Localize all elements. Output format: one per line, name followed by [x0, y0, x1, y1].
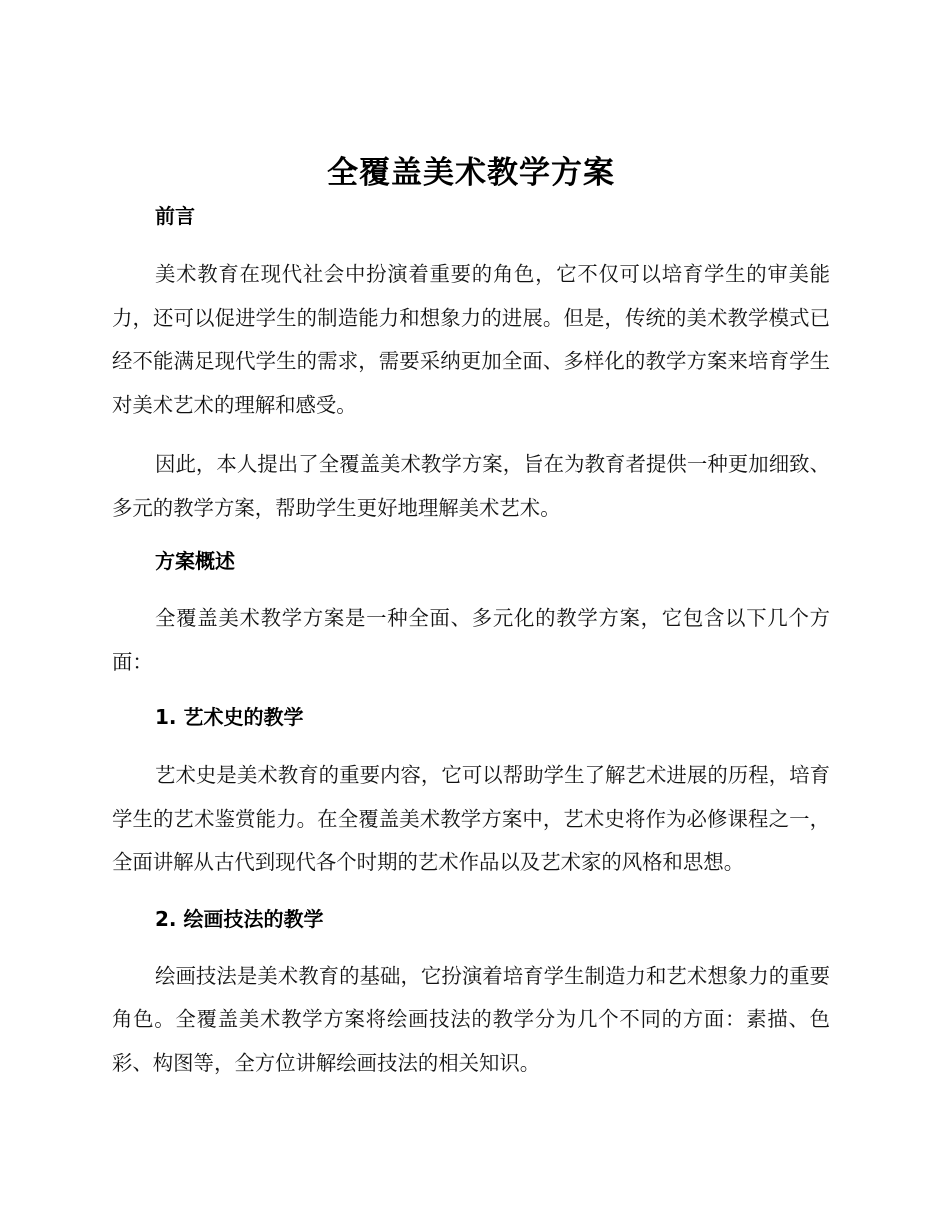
preface-paragraph: 因此，本人提出了全覆盖美术教学方案，旨在为教育者提供一种更加细致、多元的教学方案，帮助学生更好地理解美术艺术。 [112, 452, 830, 520]
document-body [112, 150, 830, 1085]
section-heading-overview: 方案概述 [155, 549, 235, 573]
document-title: 全覆盖美术教学方案 [327, 155, 615, 191]
preface-paragraph: 美术教育在现代社会中扮演着重要的角色，它不仅可以培育学生的审美能力，还可以促进学生的制造能力和想象力的进展。但是，传统的美术教学模式已经不能满足现代学生的需求，需要采纳更加全面、多样化的教学方案来培育学生对美术艺术的理解和感受。 [112, 262, 830, 417]
section-heading-preface: 前言 [155, 204, 195, 228]
section-heading-painting-techniques: 2. 绘画技法的教学 [155, 906, 324, 931]
overview-paragraph: 全覆盖美术教学方案是一种全面、多元化的教学方案，它包含以下几个方面： [112, 606, 830, 674]
art-history-paragraph: 艺术史是美术教育的重要内容，它可以帮助学生了解艺术进展的历程，培育学生的艺术鉴赏能力。在全覆盖美术教学方案中，艺术史将作为必修课程之一，全面讲解从古代到现代各个时期的艺术作品以及艺术家的风格和思想。 [112, 763, 830, 874]
section-heading-art-history: 1. 艺术史的教学 [155, 705, 304, 729]
painting-techniques-paragraph: 绘画技法是美术教育的基础，它扮演着培育学生制造力和艺术想象力的重要角色。全覆盖美术教学方案将绘画技法的教学分为几个不同的方面：素描、色彩、构图等，全方位讲解绘画技法的相关知识。 [112, 963, 830, 1075]
